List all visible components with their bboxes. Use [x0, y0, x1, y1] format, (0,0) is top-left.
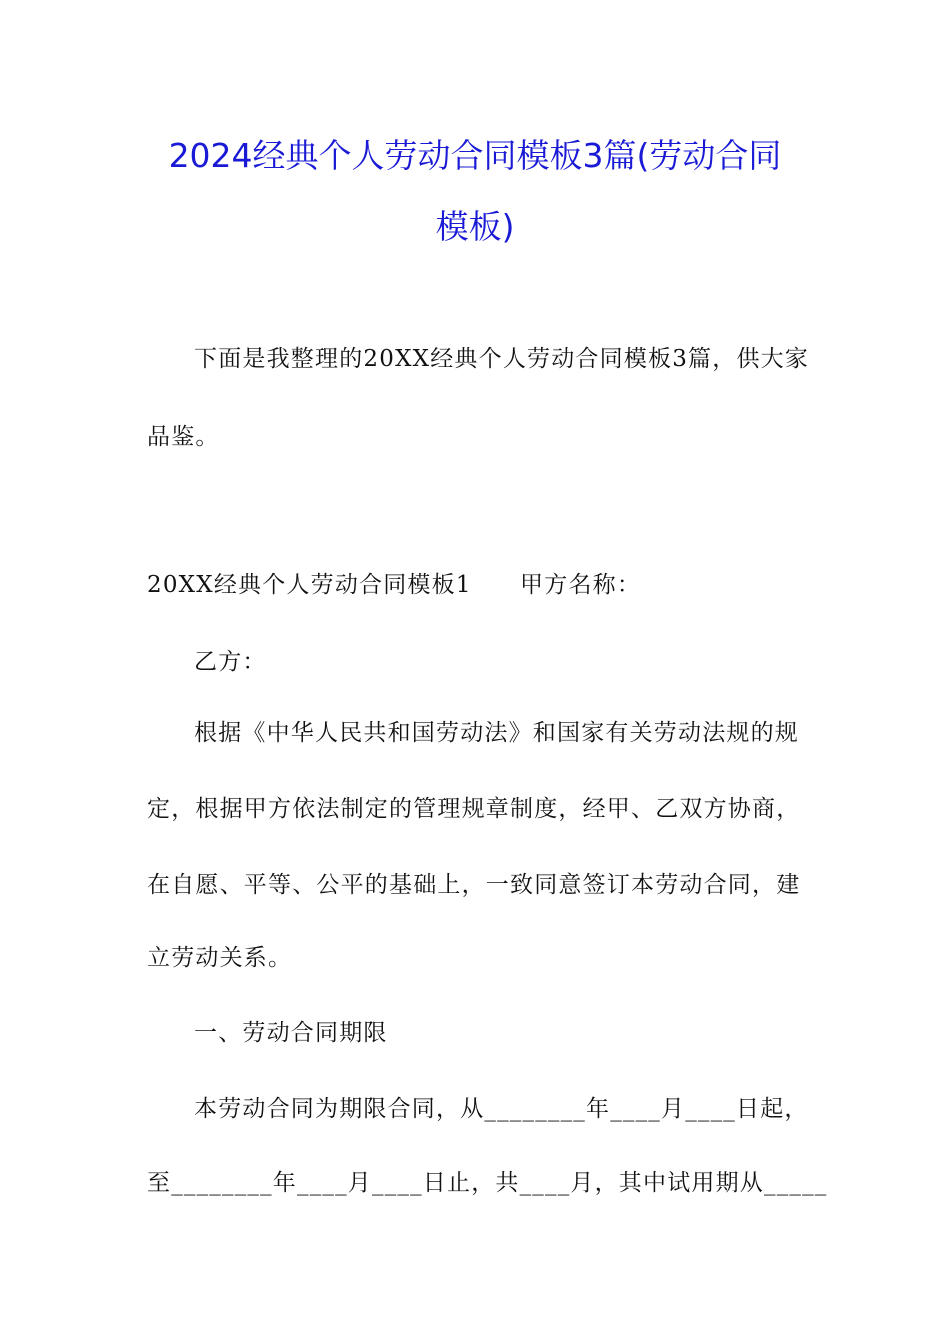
- section-heading-contract-term: 一、劳动合同期限: [194, 1020, 388, 1046]
- preamble-line-2: 定，根据甲方依法制定的管理规章制度，经甲、乙双方协商，: [147, 796, 801, 822]
- template-heading-line: 20XX经典个人劳动合同模板1 甲方名称：: [147, 572, 642, 598]
- contract-term-line-1: 本劳动合同为期限合同，从________年____月____日起，: [194, 1096, 809, 1122]
- party-b-line: 乙方：: [194, 649, 267, 675]
- intro-paragraph-line-1: 下面是我整理的20XX经典个人劳动合同模板3篇，供大家: [194, 346, 810, 372]
- document-title-line-2: 模板): [435, 207, 515, 246]
- document-title-line-1: 2024经典个人劳动合同模板3篇(劳动合同: [168, 136, 782, 175]
- preamble-line-4: 立劳动关系。: [147, 945, 293, 971]
- preamble-line-3: 在自愿、平等、公平的基础上，一致同意签订本劳动合同，建: [147, 872, 801, 898]
- intro-paragraph-line-2: 品鉴。: [147, 424, 220, 450]
- preamble-line-1: 根据《中华人民共和国劳动法》和国家有关劳动法规的规: [194, 720, 799, 746]
- contract-term-line-2: 至________年____月____日止，共____月，其中试用期从_____: [147, 1170, 828, 1196]
